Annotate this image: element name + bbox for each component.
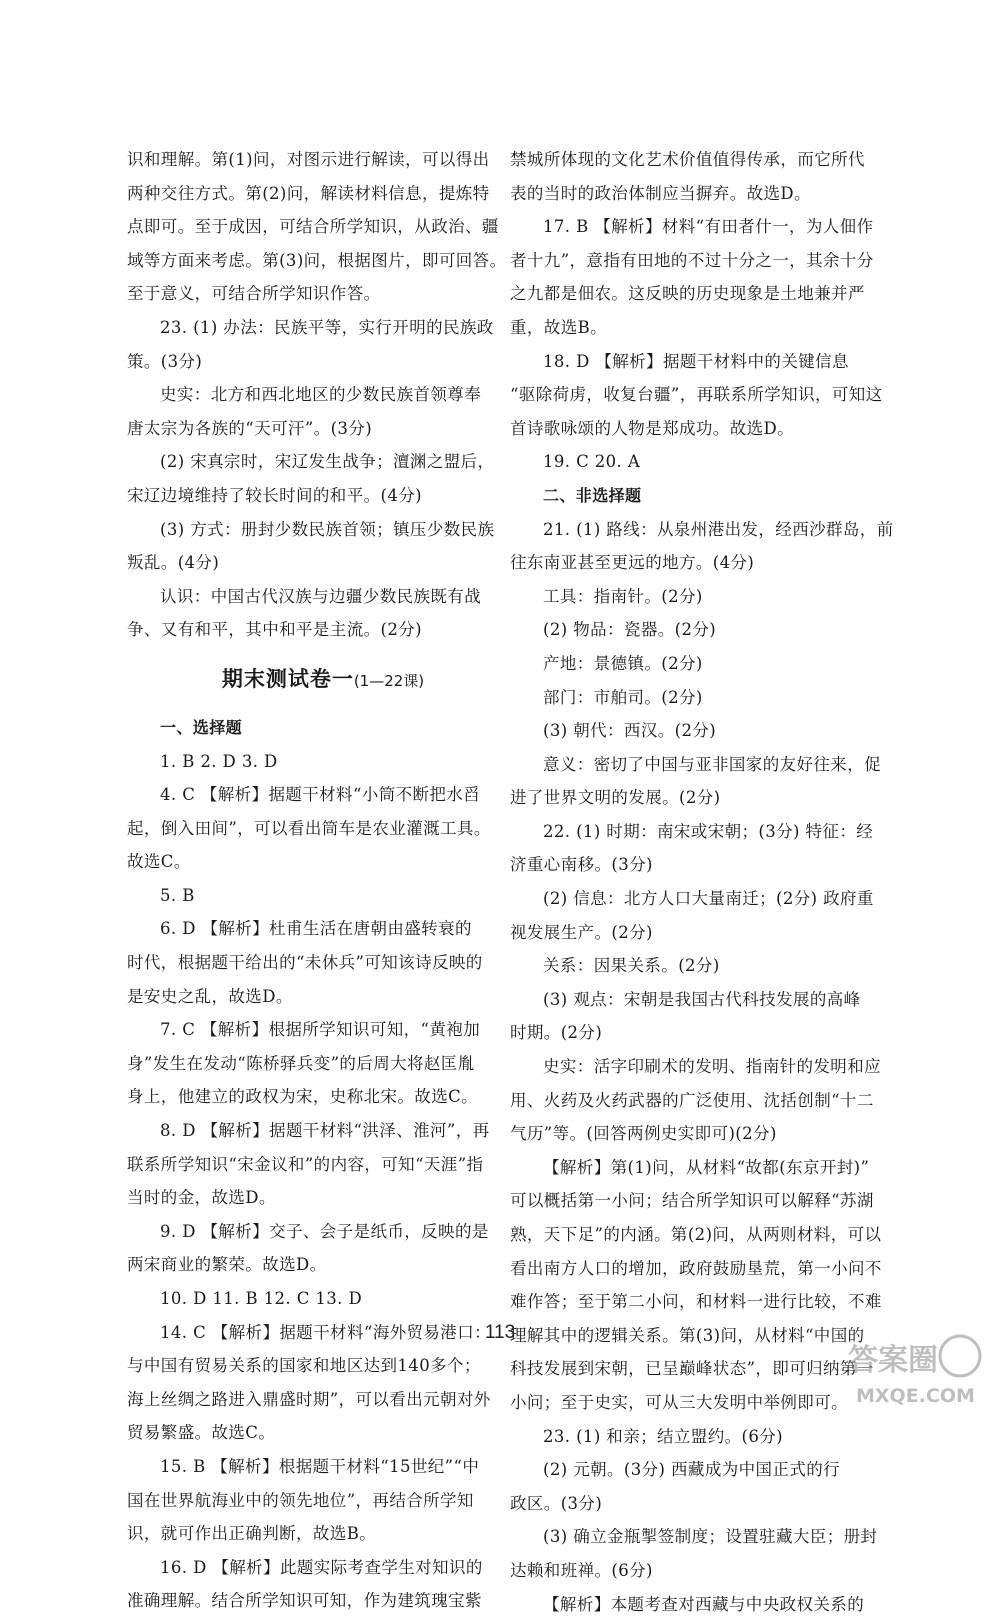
text-line: (3) 方式：册封少数民族首领；镇压少数民族: [160, 519, 495, 539]
text-line: 二、非选择题: [543, 485, 642, 505]
text-line: 关系：因果关系。(2分): [543, 956, 720, 976]
text-line: 15. B 【解析】根据题干材料“15世纪”“中: [160, 1456, 480, 1476]
text-line: 史实：活字印刷术的发明、指南针的发明和应: [543, 1057, 881, 1077]
text-line: 22. (1) 时期：南宋或宋朝；(3分) 特征：经: [543, 821, 874, 841]
text-line: 看出南方人口的增加，政府鼓励垦荒，第一小问不: [510, 1258, 882, 1278]
text-line: 23. (1) 办法：民族平等，实行开明的民族政: [160, 317, 494, 337]
text-line: 8. D 【解析】据题干材料“洪泽、淮河”，再: [160, 1121, 490, 1141]
text-line: 准确理解。结合所学知识可知，作为建筑瑰宝紫: [127, 1591, 482, 1611]
text-line: “驱除荷虏，收复台疆”，再联系所学知识，可知这: [510, 385, 883, 405]
text-line: 1. B 2. D 3. D: [160, 751, 278, 771]
text-line: 身上，他建立的政权为宋，史称北宋。故选C。: [127, 1087, 479, 1107]
text-line: 禁城所体现的文化艺术价值值得传承，而它所代: [510, 150, 865, 169]
text-line: 18. D 【解析】据题干材料中的关键信息: [543, 351, 849, 371]
text-line: 6. D 【解析】杜甫生活在唐朝由盛转衰的: [160, 919, 472, 939]
text-line: 熟，天下足”的内涵。第(2)问，从两则材料，可以: [510, 1225, 882, 1244]
section-subtitle: (1—22课): [353, 671, 425, 690]
text-line: 意义：密切了中国与亚非国家的友好往来，促: [543, 754, 881, 774]
text-line: 海上丝绸之路进入鼎盛时期”，可以看出元朝对外: [127, 1389, 491, 1409]
page-number: 113: [484, 1322, 516, 1343]
text-line: 可以概括第一小问；结合所学知识可以解释“苏湖: [510, 1191, 874, 1211]
text-line: 点即可。至于成因，可结合所学知识，从政治、疆: [127, 217, 499, 237]
text-line: 之九都是佃农。这反映的历史现象是土地兼并严: [510, 284, 865, 304]
left-text-block-top: [127, 143, 519, 647]
svg-text:MXQE.COM: MXQE.COM: [856, 1385, 975, 1407]
text-line: 贸易繁盛。故选C。: [127, 1423, 276, 1443]
text-line: (2) 信息：北方人口大量南迁；(2分) 政府重: [543, 889, 874, 909]
text-line: 当时的金，故选D。: [127, 1188, 276, 1208]
text-line: 16. D 【解析】此题实际考查学生对知识的: [160, 1557, 483, 1577]
text-line: 起，倒入田间”，可以看出筒车是农业灌溉工具。: [127, 818, 491, 838]
text-line: 【解析】第(1)问，从材料“故都(东京开封)”: [543, 1157, 870, 1177]
text-line: 识和理解。第(1)问，对图示进行解读，可以得出: [127, 150, 490, 169]
text-line: 身”发生在发动“陈桥驿兵变”的后周大将赵匡胤: [127, 1053, 475, 1073]
text-line: 域等方面来考虑。第(3)问，根据图片，即可回答。: [127, 250, 507, 270]
text-line: 5. B: [160, 885, 195, 905]
text-line: 至于意义，可结合所学知识作答。: [127, 284, 381, 304]
text-line: 部门：市舶司。(2分): [543, 687, 703, 707]
text-line: 9. D 【解析】交子、会子是纸币，反映的是: [160, 1221, 489, 1241]
text-line: 7. C 【解析】根据所学知识可知，“黄袍加: [160, 1020, 481, 1040]
text-line: 国在世界航海业中的领先地位”，再结合所学知: [127, 1490, 474, 1510]
text-line: 进了世界文明的发展。(2分): [510, 788, 721, 808]
text-line: 与中国有贸易关系的国家和地区达到140多个；: [127, 1356, 481, 1376]
text-line: 故选C。: [127, 852, 191, 872]
text-line: 视发展生产。(2分): [510, 922, 653, 942]
text-line: 达赖和班禅。(6分): [510, 1560, 653, 1580]
text-line: (2) 物品：瓷器。(2分): [543, 620, 717, 640]
text-line: 4. C 【解析】据题干材料“小筒不断把水舀: [160, 785, 481, 805]
section-title-text: 期末测试卷一: [221, 666, 354, 691]
text-line: 叛乱。(4分): [127, 553, 220, 573]
text-line: 重，故选B。: [510, 317, 608, 337]
text-line: 难作答；至于第二小问，和材料一进行比较，不难: [510, 1292, 882, 1312]
text-line: 宋辽边境维持了较长时间的和平。(4分): [127, 485, 422, 505]
text-line: 表的当时的政治体制应当摒弃。故选D。: [510, 183, 811, 203]
text-line: 时期。(2分): [510, 1023, 603, 1043]
text-line: 识，就可作出正确判断，故选B。: [127, 1524, 377, 1544]
text-line: 时代，根据题干给出的“未休兵”可知该诗反映的: [127, 953, 483, 973]
text-line: 首诗歌咏颂的人物是郑成功。故选D。: [510, 418, 795, 438]
text-line: 史实：北方和西北地区的少数民族首领尊奉: [160, 385, 482, 405]
text-line: 工具：指南针。(2分): [543, 586, 703, 606]
text-line: 10. D 11. B 12. C 13. D: [160, 1289, 363, 1308]
text-line: 23. (1) 和亲；结立盟约。(6分): [543, 1426, 783, 1446]
text-line: 策。(3分): [127, 351, 203, 371]
watermark-logo: [842, 1330, 992, 1410]
text-line: 【解析】本题考查对西藏与中央政权关系的: [543, 1594, 865, 1614]
text-line: 往东南亚甚至更远的地方。(4分): [510, 553, 755, 573]
text-line: 者十九”，意指有田地的不过十分之一，其余十分: [510, 250, 874, 270]
text-line: 用、火药及火药武器的广泛使用、沈括创制“十二: [510, 1090, 874, 1110]
text-line: 14. C 【解析】据题干材料“海外贸易港口：: [160, 1322, 491, 1342]
left-column: [127, 143, 519, 1618]
text-line: (2) 元朝。(3分) 西藏成为中国正式的行: [543, 1460, 841, 1480]
text-line: 理解其中的逻辑关系。第(3)问，从材料“中国的: [510, 1325, 865, 1345]
text-line: 21. (1) 路线：从泉州港出发，经西沙群岛，前: [543, 519, 894, 539]
text-line: 认识：中国古代汉族与边疆少数民族既有战: [160, 586, 482, 606]
text-line: (3) 朝代：西汉。(2分): [543, 721, 717, 741]
text-line: (3) 确立金瓶掣签制度；设置驻藏大臣；册封: [543, 1527, 878, 1547]
text-line: 一、选择题: [160, 717, 243, 737]
section-title: [127, 647, 519, 711]
text-line: 两宋商业的繁荣。故选D。: [127, 1255, 327, 1275]
text-line: 联系所学知识“宋金议和”的内容，可知“天涯”指: [127, 1154, 484, 1174]
text-line: 济重心南移。(3分): [510, 855, 653, 875]
text-line: 19. C 20. A: [543, 452, 641, 472]
text-line: 17. B 【解析】材料“有田者什一，为人佃作: [543, 217, 874, 237]
text-line: (3) 观点：宋朝是我国古代科技发展的高峰: [543, 989, 861, 1009]
text-line: 政区。(3分): [510, 1493, 603, 1513]
left-text-block-bottom: [127, 711, 519, 1618]
text-line: 是安史之乱，故选D。: [127, 986, 293, 1006]
text-line: 科技发展到宋朝，已呈巅峰状态”，即可归纳第一: [510, 1359, 874, 1379]
text-line: 两种交往方式。第(2)问，解读材料信息，提炼特: [127, 183, 490, 203]
text-line: 小问；至于史实，可从三大发明中举例即可。: [510, 1392, 848, 1412]
text-line: 唐太宗为各族的“天可汗”。(3分): [127, 418, 373, 438]
text-line: (2) 宋真宗时，宋辽发生战争；澶渊之盟后，: [160, 452, 495, 472]
text-line: 争、又有和平，其中和平是主流。(2分): [127, 620, 422, 640]
text-line: 气历”等。(回答两例史实即可)(2分): [510, 1124, 777, 1144]
svg-text:答案圈: 答案圈: [848, 1343, 938, 1378]
text-line: 产地：景德镇。(2分): [543, 653, 703, 673]
